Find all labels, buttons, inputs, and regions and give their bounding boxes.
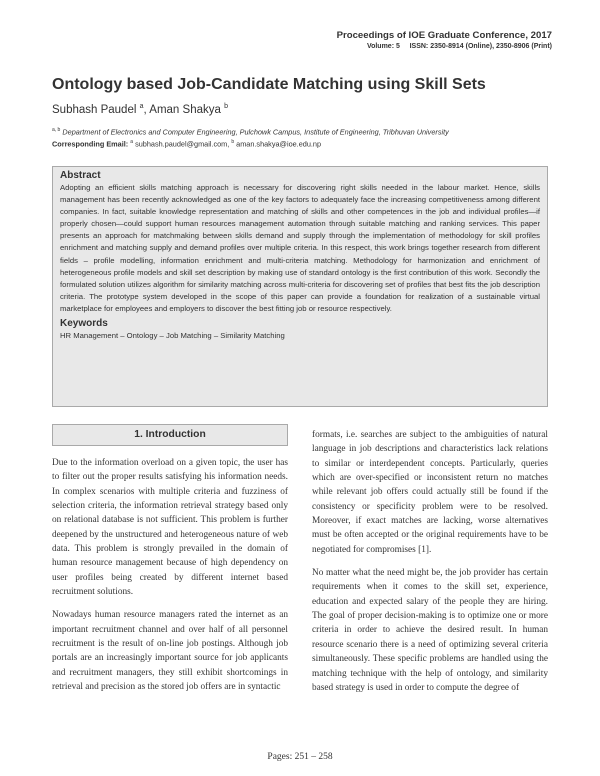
right-column: [312, 428, 548, 704]
abstract-text: Adopting an efficient skills matching approach is necessary for discovering right skills needed in the labour market. Hence, skills management has been recently acknowledged as one of the key factors to adequately face the increasing competitiveness among different companies. In fact, suitable knowledge representation and matching of skills and other competences in the job and individual profiles—if properly chosen—could support human resources management automation through suitable matching and ranking services. This paper presents an approach for matchmaking between skills demand and supply through the implementation of methodology for skill profiles enrichment and matching supply and demand profiles over multiple criteria. In this respect, this work brings together research from different fields – profile modelling, information enrichment and multi-criteria matching. Methodology for harmonization and enrichment of heterogeneous profile models and skill set description by making use of standard ontology is the first contribution of this work. Secondly the formulated solution utilizes algorithm for similarity matching across multi-criteria for discovering set of profiles that best fits the job description criteria. The prototype system developed in the scope of this paper can provide a foundation for realization of a sustainable virtual marketplace for employees and employers to discover the best fitting job or resource respectively.: [60, 183, 540, 313]
email-link[interactable]: subhash.paudel@gmail.com,: [135, 139, 230, 149]
email-link[interactable]: aman.shakya@ioe.edu.np: [236, 139, 322, 149]
author-list: Subhash Paudel $^a$, Aman Shakya $^b$: [52, 103, 228, 116]
corresponding-label: Corresponding Email: [52, 139, 126, 149]
author-superscript: b: [224, 103, 228, 110]
paper-title: Ontology based Job-Candidate Matching using Skill Sets: [52, 76, 486, 93]
left-column: [52, 424, 288, 704]
conference-header: [337, 30, 552, 52]
affiliation-text: Department of Electronics and Computer Engineering, Pulchowk Campus, Institute of Engineering, Tribhuvan University: [62, 127, 449, 137]
author-superscript: a: [139, 103, 144, 110]
affiliation-superscript: a, b: [52, 127, 61, 133]
author-name: Aman Shakya: [149, 103, 221, 116]
abstract-heading: Abstract: [60, 170, 101, 181]
keywords-heading: Keywords: [60, 318, 108, 330]
affiliation: [52, 127, 449, 136]
abstract-box: [52, 166, 548, 407]
body-paragraph: formats, i.e. searches are subject to the ambiguities of natural language in job descriptions and characteristics lack relations to similar or interdependent concepts. Particularly, queries which are over-specified or inconsistent return no matches while relevant job offers could actually still be found if the consistency or specificity problem were to be resolved. Moreover, if exact matches are lacking, worse alternatives must be often accepted or the original requirements have to be negotiated for compromises [1].: [312, 430, 548, 555]
body-paragraph: Due to the information overload on a given topic, the user has to filter out the proper results satisfying his information needs. In complex scenarios with multiple criteria and fuzziness of selection criteria, the information retrieval strategy based only on relational database is not sufficient. This problem is further deepened by the unstructured and heterogeneous nature of web data. This problem is strongly prevailed in the domain of human resource management because of high dependency on user profiles being created by different internet based recruitment solutions.: [52, 458, 288, 598]
body-paragraph: No matter what the need might be, the job provider has certain requirements when it comes to the skill set, experience, education and expected salary of the people they are hiring. The goal of proper decision-making is to optimize one or more criteria in order to achieve the desired result. In human resource scenario there is a need of optimizing several criteria simultaneously. These specific problems are handled using the matching technique with the help of ontology, and similarity based strategy is used in order to compute the degree of: [312, 568, 548, 693]
volume-issn: Volume: 5 ISSN: 2350-8914 (Online), 2350-8906 (Print): [366, 43, 552, 50]
author-name: Subhash Paudel: [52, 103, 137, 116]
conference-name: Proceedings of IOE Graduate Conference, 2017: [336, 30, 552, 41]
corresponding-email: Corresponding Email: $^a$ subhash.paudel@gmail.com, $^b$ aman.shakya@ioe.edu.np: [52, 139, 322, 149]
page-range-footer: Pages: 251 – 258: [267, 752, 333, 762]
keywords-text: HR Management – Ontology – Job Matching – Similarity Matching: [60, 331, 285, 341]
body-paragraph: Nowadays human resource managers rated the internet as an important recruitment channel and over half of all personnel recruitment is the result of on-line job postings. Although job portals are an increasingly important source for job applicants and recruitment managers, they still exhibit shortcomings in retrieval and precision as the stored job offers are in syntactic: [52, 610, 288, 693]
section-heading: 1. Introduction: [52, 424, 288, 446]
email-superscript: b: [231, 139, 235, 145]
email-superscript: a: [130, 139, 134, 145]
